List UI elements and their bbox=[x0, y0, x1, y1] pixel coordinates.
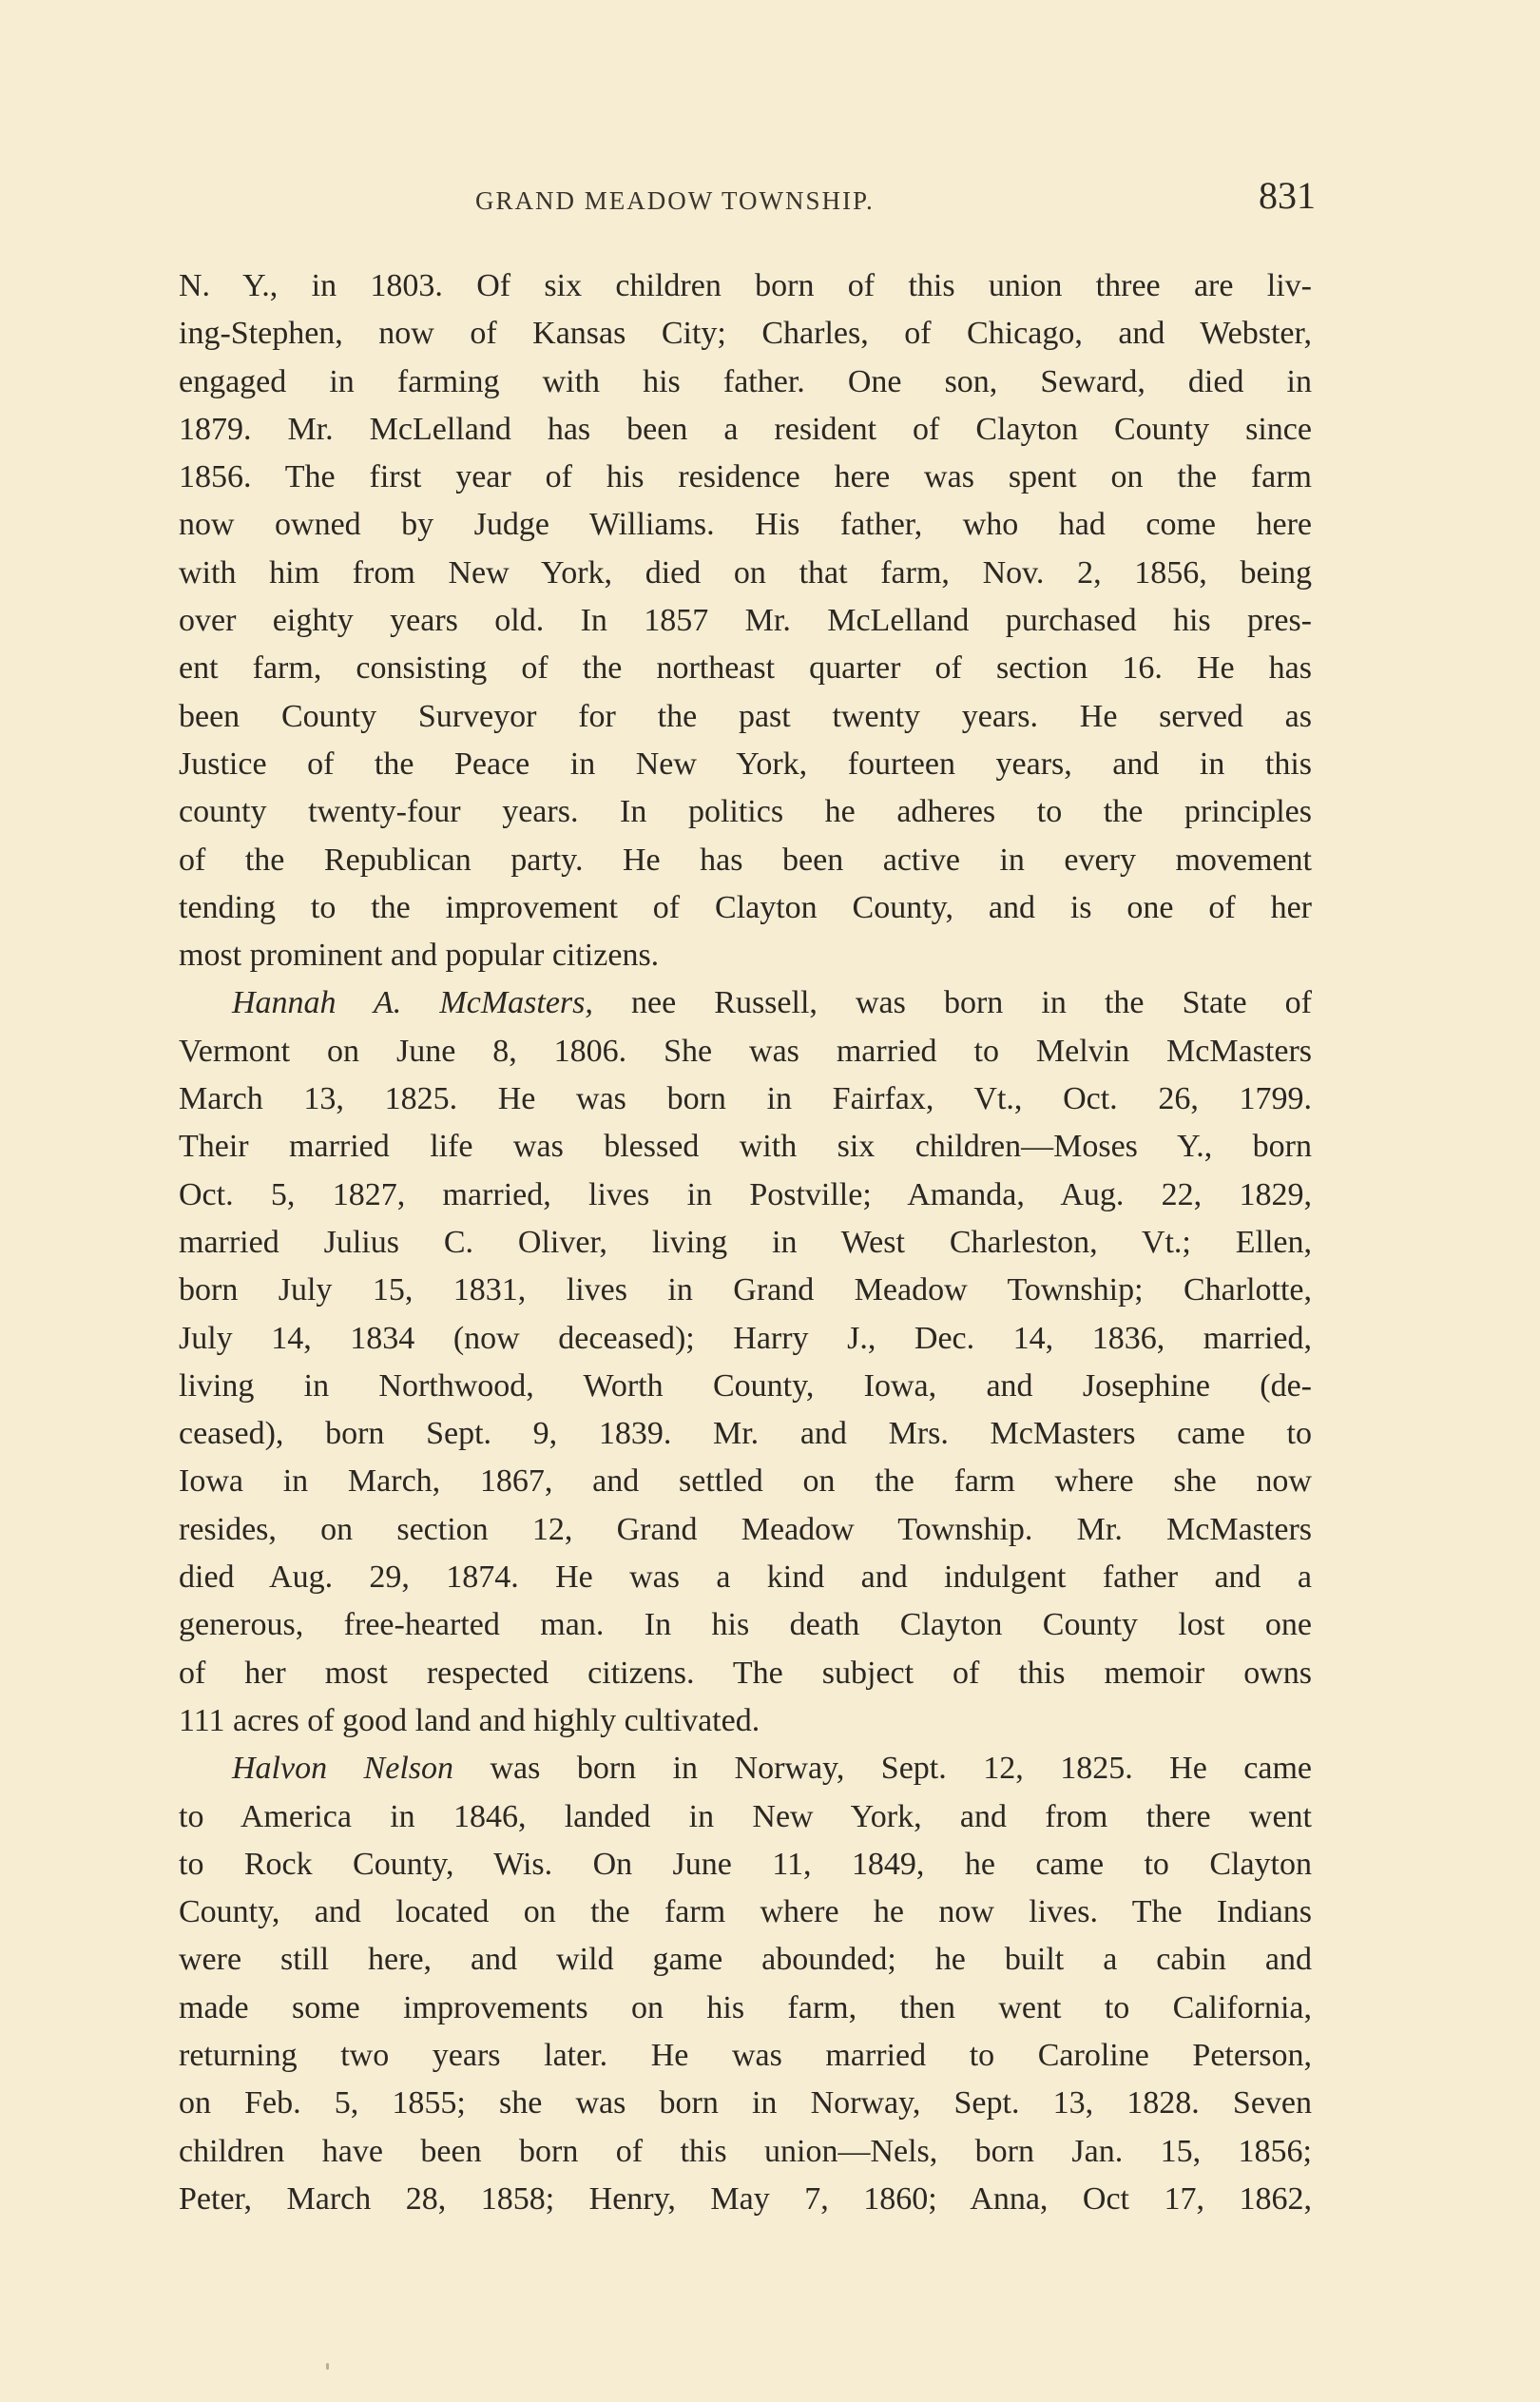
text-line bbox=[179, 1601, 1312, 1649]
line-text: living in Northwood, Worth County, Iowa, and Josephine (de- bbox=[179, 1367, 1312, 1404]
text-line bbox=[179, 1793, 1312, 1841]
line-text: County, and located on the farm where he now lives. The Indians bbox=[179, 1894, 1312, 1930]
line-text: March 13, 1825. He was born in Fairfax, Vt., Oct. 26, 1799. bbox=[179, 1081, 1312, 1117]
text-line bbox=[179, 1554, 1312, 1601]
biography-subject-name: Halvon Nelson bbox=[232, 1751, 454, 1787]
text-line bbox=[179, 597, 1312, 645]
line-text: born July 15, 1831, lives in Grand Meadow Township; Charlotte, bbox=[179, 1272, 1312, 1308]
paper-speck bbox=[326, 2363, 329, 2370]
text-line bbox=[179, 1123, 1312, 1171]
line-text: 111 acres of good land and highly cultivated. bbox=[179, 1702, 760, 1738]
line-text: 1856. The first year of his residence here was spent on the farm bbox=[179, 459, 1312, 495]
line-text: to America in 1846, landed in New York, and from there went bbox=[179, 1798, 1312, 1834]
line-text: ing-Stephen, now of Kansas City; Charles, of Chicago, and Webster, bbox=[179, 316, 1312, 352]
line-text: of the Republican party. He has been active in every movement bbox=[179, 842, 1312, 878]
text-line bbox=[179, 693, 1312, 741]
line-text: died Aug. 29, 1874. He was a kind and indulgent father and a bbox=[179, 1559, 1312, 1596]
line-text: N. Y., in 1803. Of six children born of this union three are liv- bbox=[179, 268, 1312, 303]
text-line bbox=[179, 1745, 1312, 1792]
line-text: tending to the improvement of Clayton County, and is one of her bbox=[179, 889, 1312, 925]
line-text: most prominent and popular citizens. bbox=[179, 938, 660, 974]
text-line bbox=[179, 1697, 1312, 1745]
line-text: ceased), born Sept. 9, 1839. Mr. and Mrs. McMasters came to bbox=[179, 1416, 1312, 1452]
text-line bbox=[179, 2128, 1312, 2176]
line-text: resides, on section 12, Grand Meadow Township. Mr. McMasters bbox=[179, 1511, 1312, 1547]
line-text: county twenty-four years. In politics he adheres to the principles bbox=[179, 794, 1312, 830]
line-text: on Feb. 5, 1855; she was born in Norway, Sept. 13, 1828. Seven bbox=[179, 2085, 1312, 2121]
text-line bbox=[179, 884, 1312, 932]
text-line bbox=[179, 1410, 1312, 1458]
line-text: been County Surveyor for the past twenty years. He served as bbox=[179, 698, 1312, 734]
text-line bbox=[179, 1506, 1312, 1554]
line-text: July 14, 1834 (now deceased); Harry J., Dec. 14, 1836, married, bbox=[179, 1320, 1312, 1356]
text-line bbox=[179, 645, 1312, 692]
text-line bbox=[179, 2032, 1312, 2080]
line-text: now owned by Judge Williams. His father, who had come here bbox=[179, 507, 1312, 543]
line-text: Iowa in March, 1867, and settled on the farm where she now bbox=[179, 1463, 1312, 1500]
line-text: nee Russell, was born in the State of bbox=[592, 985, 1312, 1021]
text-line bbox=[179, 406, 1312, 454]
text-line bbox=[179, 310, 1312, 358]
line-text: were still here, and wild game abounded; he built a cabin and bbox=[179, 1942, 1312, 1978]
line-text: married Julius C. Oliver, living in West Charleston, Vt.; Ellen, bbox=[179, 1224, 1312, 1260]
text-line bbox=[179, 2080, 1312, 2127]
text-line bbox=[179, 501, 1312, 549]
text-line bbox=[179, 788, 1312, 836]
line-text: generous, free-hearted man. In his death Clayton County lost one bbox=[179, 1607, 1312, 1643]
line-text: made some improvements on his farm, then went to California, bbox=[179, 1989, 1312, 2025]
text-line bbox=[179, 1841, 1312, 1889]
text-line bbox=[179, 262, 1312, 310]
line-text: engaged in farming with his father. One son, Seward, died in bbox=[179, 363, 1312, 399]
running-head-title: GRAND MEADOW TOWNSHIP. bbox=[475, 186, 875, 215]
text-line bbox=[179, 1172, 1312, 1219]
text-line bbox=[179, 1889, 1312, 1936]
text-line bbox=[179, 1219, 1312, 1267]
text-line bbox=[179, 358, 1312, 406]
line-text: with him from New York, died on that farm, Nov. 2, 1856, being bbox=[179, 554, 1312, 591]
text-line bbox=[179, 1458, 1312, 1505]
line-text: children have been born of this union—Nels, born Jan. 15, 1856; bbox=[179, 2133, 1312, 2169]
line-text: Justice of the Peace in New York, fourteen years, and in this bbox=[179, 746, 1312, 782]
page-number: 831 bbox=[1259, 174, 1316, 217]
line-text: returning two years later. He was married to Caroline Peterson, bbox=[179, 2037, 1312, 2073]
body-text bbox=[179, 262, 1312, 2223]
line-text: of her most respected citizens. The subject of this memoir owns bbox=[179, 1655, 1312, 1691]
text-line bbox=[179, 1936, 1312, 1984]
text-line bbox=[179, 1363, 1312, 1410]
biography-subject-name: Hannah A. McMasters, bbox=[232, 985, 593, 1021]
line-text: Vermont on June 8, 1806. She was married to Melvin McMasters bbox=[179, 1033, 1312, 1069]
line-text: ent farm, consisting of the northeast quarter of section 16. He has bbox=[179, 650, 1312, 687]
text-line bbox=[179, 932, 1312, 979]
text-line bbox=[179, 2176, 1312, 2223]
text-line bbox=[179, 1985, 1312, 2032]
text-line bbox=[179, 979, 1312, 1027]
text-line bbox=[179, 454, 1312, 501]
text-line bbox=[179, 1267, 1312, 1314]
text-line bbox=[179, 1028, 1312, 1075]
text-line bbox=[179, 741, 1312, 788]
line-text: Oct. 5, 1827, married, lives in Postville; Amanda, Aug. 22, 1829, bbox=[179, 1176, 1312, 1212]
text-line bbox=[179, 1075, 1312, 1123]
text-line bbox=[179, 1315, 1312, 1363]
text-line bbox=[179, 1650, 1312, 1697]
line-text: was born in Norway, Sept. 12, 1825. He came bbox=[453, 1751, 1312, 1787]
line-text: over eighty years old. In 1857 Mr. McLelland purchased his pres- bbox=[179, 603, 1312, 639]
line-text: to Rock County, Wis. On June 11, 1849, he came to Clayton bbox=[179, 1846, 1312, 1882]
line-text: Peter, March 28, 1858; Henry, May 7, 1860; Anna, Oct 17, 1862, bbox=[179, 2180, 1312, 2217]
text-line bbox=[179, 837, 1312, 884]
text-line bbox=[179, 550, 1312, 597]
line-text: Their married life was blessed with six children—Moses Y., born bbox=[179, 1129, 1312, 1165]
line-text: 1879. Mr. McLelland has been a resident of Clayton County since bbox=[179, 411, 1312, 447]
